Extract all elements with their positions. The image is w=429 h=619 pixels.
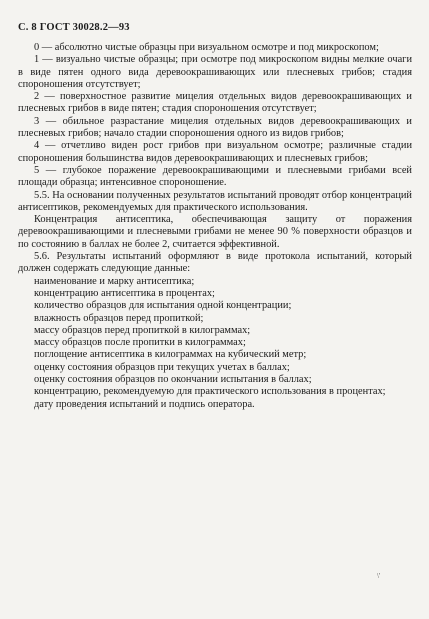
list-item: концентрацию антисептика в процентах; (34, 287, 215, 299)
page-header: С. 8 ГОСТ 30028.2—93 (18, 22, 130, 33)
list-item: концентрацию, рекомендуемую для практического использования в процентах; (34, 386, 386, 398)
list-item: дату проведения испытаний и подпись оператора. (34, 398, 255, 410)
paragraph: 5.6. Результаты испытаний оформляют в виде протокола испытаний, который должен содержать следующие данные: (18, 251, 412, 275)
list-item: поглощение антисептика в килограммах на кубический метр; (34, 349, 307, 361)
paragraph: 3 — обильное разрастание мицелия отдельных видов деревоокрашивающих и плесневых грибов; начало стадии спороношения одного из видов грибов; (18, 115, 412, 140)
list-item: влажность образцов перед пропиткой; (34, 312, 204, 324)
paragraph: 0 — абсолютно чистые образцы при визуальном осмотре и под микроскопом; (34, 42, 379, 53)
list-item: количество образцов для испытания одной концентрации; (34, 300, 292, 312)
paragraph: 2 — поверхностное развитие мицелия отдельных видов деревоокрашивающих и плесневых грибов в виде пятен; стадия спороношения отсутствует; (18, 91, 412, 115)
list-item: массу образцов после пропитки в килограммах; (34, 337, 246, 349)
scan-mark: \' (377, 572, 381, 580)
paragraph: Концентрация антисептика, обеспечивающая защиту от поражения деревоокрашивающими и плесневыми грибами не менее 90 % поверхности образцов и по состоянию в баллах не более 2, считается эффективной. (18, 214, 412, 250)
paragraph: 1 — визуально чистые образцы; при осмотре под микроскопом видны мелкие очаги в виде пятен одного вида деревоокрашивающих или плесневых грибов; стадия спороношения отсутствует; (18, 54, 412, 90)
list-item: оценку состояния образцов по окончании испытания в баллах; (34, 374, 312, 386)
paragraph: 5.5. На основании полученных результатов испытаний проводят отбор концентраций антисептиков, рекомендуемых для практического использования. (18, 189, 412, 213)
list-item: оценку состояния образцов при текущих учетах в баллах; (34, 361, 290, 373)
paragraph: 4 — отчетливо виден рост грибов при визуальном осмотре; различные стадии спороношения большинства видов деревоокрашивающих и плесневых грибов; (18, 140, 412, 164)
paragraph: 5 — глубокое поражение деревоокрашивающими и плесневыми грибами всей площади образца; интенсивное спороношение. (18, 164, 412, 189)
document-body (18, 42, 412, 411)
list-item: массу образцов перед пропиткой в килограммах; (34, 324, 251, 336)
list-item: наименование и марку антисептика; (34, 275, 195, 287)
